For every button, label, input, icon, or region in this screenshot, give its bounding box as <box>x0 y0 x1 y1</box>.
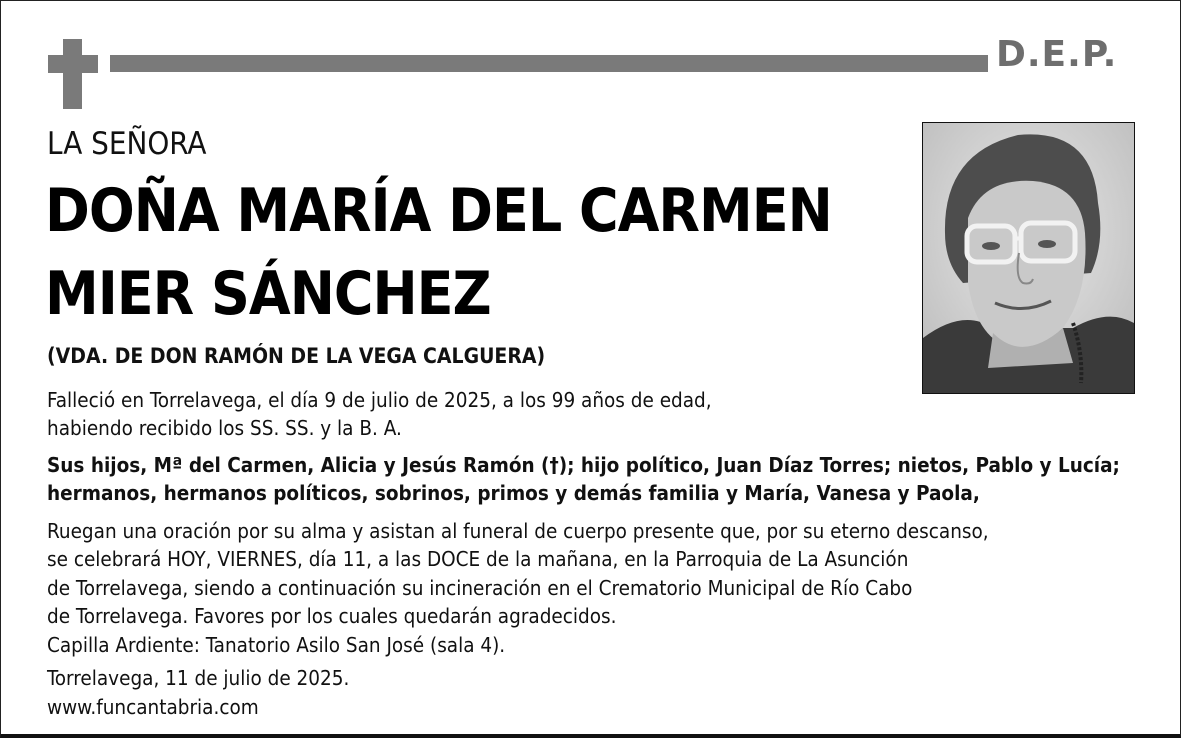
cross-icon <box>63 39 82 109</box>
funeral-line-4: de Torrelavega. Favores por los cuales quedarán agradecidos. <box>47 604 617 628</box>
death-notice-line-2: habiendo recibido los SS. SS. y la B. A. <box>47 416 402 440</box>
deceased-title: LA SEÑORA <box>47 126 207 162</box>
deceased-photo <box>922 122 1135 394</box>
funeral-line-3: de Torrelavega, siendo a continuación su incineración en el Crematorio Municipal de Río Cabo <box>47 576 913 600</box>
website-link[interactable]: www.funcantabria.com <box>47 695 259 719</box>
dep-label: D.E.P. <box>996 34 1118 75</box>
funeral-line-2: se celebrará HOY, VIERNES, día 11, a las DOCE de la mañana, en la Parroquia de La Asunción <box>47 547 909 571</box>
chapel-info: Capilla Ardiente: Tanatorio Asilo San José (sala 4). <box>47 633 506 657</box>
family-line-2: hermanos, hermanos políticos, sobrinos, primos y demás familia y María, Vanesa y Paola, <box>47 481 980 505</box>
funeral-line-1: Ruegan una oración por su alma y asistan al funeral de cuerpo presente que, por su eterno descanso, <box>47 519 989 543</box>
widow-of: (VDA. DE DON RAMÓN DE LA VEGA CALGUERA) <box>47 344 546 368</box>
death-notice-line-1: Falleció en Torrelavega, el día 9 de julio de 2025, a los 99 años de edad, <box>47 388 712 412</box>
family-line-1: Sus hijos, Mª del Carmen, Alicia y Jesús Ramón (†); hijo político, Juan Díaz Torres; nietos, Pablo y Lucía; <box>47 453 1120 477</box>
cross-icon-arm <box>48 55 98 73</box>
header-rule <box>110 55 988 72</box>
deceased-name-line-2: MIER SÁNCHEZ <box>45 259 491 329</box>
place-date: Torrelavega, 11 de julio de 2025. <box>47 666 350 690</box>
deceased-name-line-1: DOÑA MARÍA DEL CARMEN <box>45 176 832 246</box>
